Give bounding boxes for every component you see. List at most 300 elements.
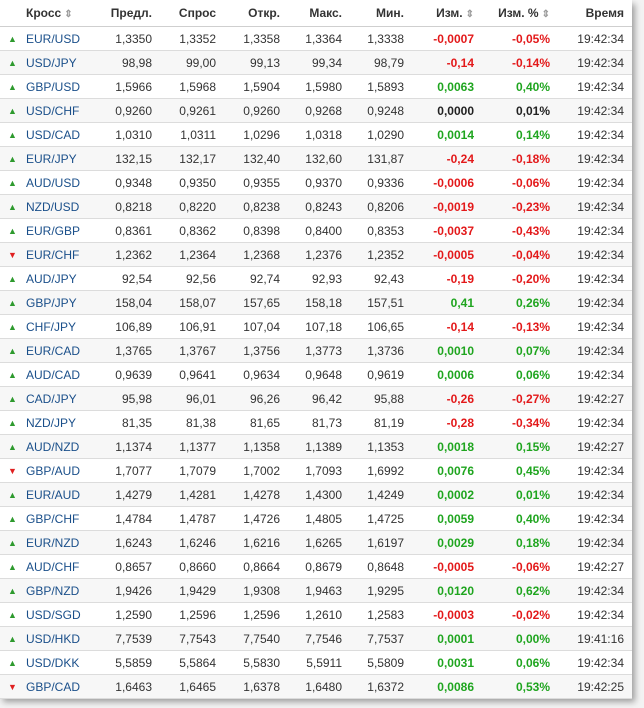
cross-cell xyxy=(0,363,96,387)
bid-cell: 0,9639 xyxy=(96,363,160,387)
bid-cell: 0,8218 xyxy=(96,195,160,219)
bid-cell: 1,7077 xyxy=(96,459,160,483)
header-ask[interactable]: Спрос xyxy=(160,0,224,27)
pair-link[interactable]: EUR/AUD xyxy=(26,487,81,502)
low-cell: 92,43 xyxy=(350,267,412,291)
pair-link[interactable]: USD/CAD xyxy=(26,127,81,142)
ask-cell: 5,5864 xyxy=(160,651,224,675)
time-cell: 19:42:34 xyxy=(558,603,632,627)
table-row xyxy=(0,291,632,315)
bid-cell: 1,1374 xyxy=(96,435,160,459)
header-cross-label: Кросс xyxy=(26,6,62,20)
change-cell: 0,0006 xyxy=(412,363,482,387)
cross-cell xyxy=(0,531,96,555)
pair-link[interactable]: USD/DKK xyxy=(26,655,80,670)
high-cell: 1,5980 xyxy=(288,75,350,99)
open-cell: 107,04 xyxy=(224,315,288,339)
bid-cell: 98,98 xyxy=(96,51,160,75)
ask-cell: 1,2364 xyxy=(160,243,224,267)
low-cell: 1,2583 xyxy=(350,603,412,627)
pair-link[interactable]: NZD/USD xyxy=(26,199,80,214)
table-row xyxy=(0,267,632,291)
bid-cell: 1,4784 xyxy=(96,507,160,531)
ask-cell: 1,9429 xyxy=(160,579,224,603)
high-cell: 96,42 xyxy=(288,387,350,411)
low-cell: 95,88 xyxy=(350,387,412,411)
sort-arrows-icon: ⇕ xyxy=(64,9,73,20)
change-cell: -0,14 xyxy=(412,51,482,75)
ask-cell: 1,4281 xyxy=(160,483,224,507)
arrow-up-icon: ▲ xyxy=(8,58,17,69)
time-cell: 19:42:34 xyxy=(558,243,632,267)
change-percent-cell: 0,62% xyxy=(482,579,558,603)
bid-cell: 95,98 xyxy=(96,387,160,411)
change-percent-cell: -0,34% xyxy=(482,411,558,435)
pair-link[interactable]: EUR/USD xyxy=(26,31,81,46)
change-percent-cell: 0,06% xyxy=(482,651,558,675)
ask-cell: 0,8362 xyxy=(160,219,224,243)
ask-cell: 1,7079 xyxy=(160,459,224,483)
time-cell: 19:42:34 xyxy=(558,459,632,483)
change-cell: 0,0086 xyxy=(412,675,482,699)
low-cell: 1,6992 xyxy=(350,459,412,483)
ask-cell: 1,1377 xyxy=(160,435,224,459)
pair-link[interactable]: EUR/JPY xyxy=(26,151,77,166)
ask-cell: 158,07 xyxy=(160,291,224,315)
cross-cell xyxy=(0,651,96,675)
high-cell: 132,60 xyxy=(288,147,350,171)
time-cell: 19:42:34 xyxy=(558,531,632,555)
ask-cell: 0,9350 xyxy=(160,171,224,195)
bid-cell: 1,2362 xyxy=(96,243,160,267)
pair-link[interactable]: EUR/NZD xyxy=(26,535,80,550)
pair-link[interactable]: USD/HKD xyxy=(26,631,81,646)
change-percent-cell: 0,53% xyxy=(482,675,558,699)
high-cell: 1,4805 xyxy=(288,507,350,531)
header-time[interactable]: Время xyxy=(558,0,632,27)
ask-cell: 106,91 xyxy=(160,315,224,339)
ask-cell: 1,6465 xyxy=(160,675,224,699)
low-cell: 0,9619 xyxy=(350,363,412,387)
change-cell: 0,0014 xyxy=(412,123,482,147)
arrow-up-icon: ▲ xyxy=(8,82,17,93)
cross-cell xyxy=(0,387,96,411)
time-cell: 19:42:34 xyxy=(558,579,632,603)
open-cell: 81,65 xyxy=(224,411,288,435)
change-cell: 0,0010 xyxy=(412,339,482,363)
high-cell: 107,18 xyxy=(288,315,350,339)
pair-link[interactable]: CAD/JPY xyxy=(26,391,77,406)
ask-cell: 1,4787 xyxy=(160,507,224,531)
change-percent-cell: 0,15% xyxy=(482,435,558,459)
change-percent-cell: 0,45% xyxy=(482,459,558,483)
header-chg[interactable] xyxy=(412,0,482,27)
arrow-up-icon: ▲ xyxy=(8,394,17,405)
pair-link[interactable]: GBP/JPY xyxy=(26,295,77,310)
table-row xyxy=(0,171,632,195)
cross-cell xyxy=(0,75,96,99)
pair-link[interactable]: USD/JPY xyxy=(26,55,77,70)
table-row xyxy=(0,531,632,555)
cross-cell xyxy=(0,411,96,435)
time-cell: 19:42:25 xyxy=(558,675,632,699)
change-cell: 0,0000 xyxy=(412,99,482,123)
open-cell: 1,2596 xyxy=(224,603,288,627)
low-cell: 131,87 xyxy=(350,147,412,171)
change-cell: 0,41 xyxy=(412,291,482,315)
cross-cell xyxy=(0,603,96,627)
cross-cell xyxy=(0,219,96,243)
change-percent-cell: 0,06% xyxy=(482,363,558,387)
pair-link[interactable]: GBP/CHF xyxy=(26,511,80,526)
high-cell: 1,2610 xyxy=(288,603,350,627)
arrow-up-icon: ▲ xyxy=(8,154,17,165)
change-percent-cell: -0,18% xyxy=(482,147,558,171)
table-row xyxy=(0,507,632,531)
time-cell: 19:42:27 xyxy=(558,387,632,411)
cross-cell xyxy=(0,123,96,147)
bid-cell: 1,6243 xyxy=(96,531,160,555)
open-cell: 0,9355 xyxy=(224,171,288,195)
arrow-up-icon: ▲ xyxy=(8,586,17,597)
arrow-up-icon: ▲ xyxy=(8,538,17,549)
time-cell: 19:42:27 xyxy=(558,555,632,579)
time-cell: 19:42:34 xyxy=(558,411,632,435)
change-percent-cell: -0,43% xyxy=(482,219,558,243)
change-cell: -0,28 xyxy=(412,411,482,435)
bid-cell: 1,3350 xyxy=(96,27,160,51)
high-cell: 1,0318 xyxy=(288,123,350,147)
open-cell: 0,8664 xyxy=(224,555,288,579)
change-percent-cell: 0,40% xyxy=(482,507,558,531)
time-cell: 19:42:34 xyxy=(558,195,632,219)
table-row xyxy=(0,675,632,699)
ask-cell: 1,5968 xyxy=(160,75,224,99)
change-cell: -0,0003 xyxy=(412,603,482,627)
cross-cell xyxy=(0,315,96,339)
change-percent-cell: 0,07% xyxy=(482,339,558,363)
low-cell: 1,0290 xyxy=(350,123,412,147)
cross-cell xyxy=(0,483,96,507)
low-cell: 106,65 xyxy=(350,315,412,339)
change-percent-cell: -0,02% xyxy=(482,603,558,627)
low-cell: 0,9336 xyxy=(350,171,412,195)
change-cell: -0,19 xyxy=(412,267,482,291)
high-cell: 1,9463 xyxy=(288,579,350,603)
open-cell: 1,4278 xyxy=(224,483,288,507)
change-cell: -0,0007 xyxy=(412,27,482,51)
cross-cell xyxy=(0,171,96,195)
ask-cell: 0,9641 xyxy=(160,363,224,387)
change-percent-cell: -0,27% xyxy=(482,387,558,411)
table-row xyxy=(0,27,632,51)
cross-cell xyxy=(0,147,96,171)
bid-cell: 7,7539 xyxy=(96,627,160,651)
ask-cell: 96,01 xyxy=(160,387,224,411)
change-percent-cell: -0,06% xyxy=(482,555,558,579)
header-high[interactable]: Макс. xyxy=(288,0,350,27)
pair-link[interactable]: GBP/USD xyxy=(26,79,81,94)
ask-cell: 1,3767 xyxy=(160,339,224,363)
high-cell: 0,8679 xyxy=(288,555,350,579)
cross-cell xyxy=(0,459,96,483)
arrow-up-icon: ▲ xyxy=(8,562,17,573)
table-row xyxy=(0,411,632,435)
change-cell: -0,26 xyxy=(412,387,482,411)
table-row xyxy=(0,147,632,171)
arrow-up-icon: ▲ xyxy=(8,514,17,525)
pair-link[interactable]: EUR/CAD xyxy=(26,343,81,358)
pair-link[interactable]: CHF/JPY xyxy=(26,319,77,334)
open-cell: 1,1358 xyxy=(224,435,288,459)
open-cell: 0,8238 xyxy=(224,195,288,219)
cross-cell xyxy=(0,267,96,291)
pair-link[interactable]: AUD/JPY xyxy=(26,271,77,286)
bid-cell: 1,2590 xyxy=(96,603,160,627)
open-cell: 1,0296 xyxy=(224,123,288,147)
high-cell: 1,1389 xyxy=(288,435,350,459)
open-cell: 157,65 xyxy=(224,291,288,315)
high-cell: 0,9370 xyxy=(288,171,350,195)
table-row xyxy=(0,483,632,507)
low-cell: 1,6197 xyxy=(350,531,412,555)
open-cell: 1,9308 xyxy=(224,579,288,603)
change-percent-cell: -0,05% xyxy=(482,27,558,51)
arrow-up-icon: ▲ xyxy=(8,178,17,189)
time-cell: 19:42:34 xyxy=(558,51,632,75)
pair-link[interactable]: GBP/CAD xyxy=(26,679,81,694)
table-row xyxy=(0,387,632,411)
bid-cell: 106,89 xyxy=(96,315,160,339)
low-cell: 1,6372 xyxy=(350,675,412,699)
low-cell: 81,19 xyxy=(350,411,412,435)
open-cell: 0,9260 xyxy=(224,99,288,123)
open-cell: 92,74 xyxy=(224,267,288,291)
high-cell: 1,6265 xyxy=(288,531,350,555)
pair-link[interactable]: USD/SGD xyxy=(26,607,81,622)
low-cell: 0,9248 xyxy=(350,99,412,123)
bid-cell: 1,3765 xyxy=(96,339,160,363)
bid-cell: 1,0310 xyxy=(96,123,160,147)
low-cell: 5,5809 xyxy=(350,651,412,675)
ask-cell: 99,00 xyxy=(160,51,224,75)
change-percent-cell: -0,13% xyxy=(482,315,558,339)
low-cell: 0,8648 xyxy=(350,555,412,579)
high-cell: 0,8400 xyxy=(288,219,350,243)
header-open[interactable]: Откр. xyxy=(224,0,288,27)
high-cell: 99,34 xyxy=(288,51,350,75)
arrow-up-icon: ▲ xyxy=(8,130,17,141)
header-low[interactable]: Мин. xyxy=(350,0,412,27)
low-cell: 1,3338 xyxy=(350,27,412,51)
change-percent-cell: 0,14% xyxy=(482,123,558,147)
low-cell: 1,4249 xyxy=(350,483,412,507)
pair-link[interactable]: EUR/GBP xyxy=(26,223,81,238)
high-cell: 0,9268 xyxy=(288,99,350,123)
ask-cell: 1,3352 xyxy=(160,27,224,51)
bid-cell: 1,5966 xyxy=(96,75,160,99)
bid-cell: 1,4279 xyxy=(96,483,160,507)
change-percent-cell: -0,04% xyxy=(482,243,558,267)
table-row xyxy=(0,99,632,123)
bid-cell: 0,8657 xyxy=(96,555,160,579)
table-row xyxy=(0,555,632,579)
change-cell: 0,0076 xyxy=(412,459,482,483)
change-cell: 0,0018 xyxy=(412,435,482,459)
change-percent-cell: 0,18% xyxy=(482,531,558,555)
open-cell: 132,40 xyxy=(224,147,288,171)
arrow-up-icon: ▲ xyxy=(8,442,17,453)
pair-link[interactable]: AUD/CHF xyxy=(26,559,80,574)
bid-cell: 5,5859 xyxy=(96,651,160,675)
ask-cell: 1,6246 xyxy=(160,531,224,555)
arrow-up-icon: ▲ xyxy=(8,106,17,117)
pair-link[interactable]: EUR/CHF xyxy=(26,247,80,262)
time-cell: 19:42:34 xyxy=(558,267,632,291)
table-header-row xyxy=(0,0,632,27)
time-cell: 19:42:34 xyxy=(558,99,632,123)
high-cell: 1,7093 xyxy=(288,459,350,483)
time-cell: 19:42:34 xyxy=(558,171,632,195)
cross-cell xyxy=(0,507,96,531)
change-percent-cell: 0,00% xyxy=(482,627,558,651)
low-cell: 1,4725 xyxy=(350,507,412,531)
change-cell: 0,0029 xyxy=(412,531,482,555)
high-cell: 7,7546 xyxy=(288,627,350,651)
bid-cell: 81,35 xyxy=(96,411,160,435)
pair-link[interactable]: GBP/AUD xyxy=(26,463,81,478)
change-cell: 0,0063 xyxy=(412,75,482,99)
arrow-up-icon: ▲ xyxy=(8,298,17,309)
pair-link[interactable]: USD/CHF xyxy=(26,103,80,118)
ask-cell: 1,0311 xyxy=(160,123,224,147)
high-cell: 0,8243 xyxy=(288,195,350,219)
bid-cell: 92,54 xyxy=(96,267,160,291)
ask-cell: 0,9261 xyxy=(160,99,224,123)
change-cell: -0,0019 xyxy=(412,195,482,219)
open-cell: 1,6216 xyxy=(224,531,288,555)
cross-cell xyxy=(0,99,96,123)
bid-cell: 1,9426 xyxy=(96,579,160,603)
high-cell: 81,73 xyxy=(288,411,350,435)
arrow-down-icon: ▼ xyxy=(8,466,17,477)
change-percent-cell: 0,01% xyxy=(482,483,558,507)
table-row xyxy=(0,435,632,459)
header-chg-pct[interactable] xyxy=(482,0,558,27)
change-cell: -0,0005 xyxy=(412,555,482,579)
time-cell: 19:42:34 xyxy=(558,483,632,507)
table-row xyxy=(0,315,632,339)
bid-cell: 158,04 xyxy=(96,291,160,315)
change-percent-cell: -0,14% xyxy=(482,51,558,75)
sort-arrows-icon: ⇕ xyxy=(465,9,474,20)
open-cell: 96,26 xyxy=(224,387,288,411)
cross-cell xyxy=(0,579,96,603)
pair-link[interactable]: AUD/CAD xyxy=(26,367,81,382)
change-cell: 0,0001 xyxy=(412,627,482,651)
change-percent-cell: -0,06% xyxy=(482,171,558,195)
sort-arrows-icon: ⇕ xyxy=(541,9,550,20)
cross-cell xyxy=(0,243,96,267)
open-cell: 1,2368 xyxy=(224,243,288,267)
time-cell: 19:42:34 xyxy=(558,363,632,387)
pair-link[interactable]: AUD/USD xyxy=(26,175,81,190)
change-cell: -0,24 xyxy=(412,147,482,171)
arrow-up-icon: ▲ xyxy=(8,274,17,285)
header-chg-label: Изм. xyxy=(436,6,463,20)
pair-link[interactable]: NZD/JPY xyxy=(26,415,77,430)
low-cell: 1,2352 xyxy=(350,243,412,267)
arrow-up-icon: ▲ xyxy=(8,34,17,45)
time-cell: 19:42:34 xyxy=(558,291,632,315)
pair-link[interactable]: AUD/NZD xyxy=(26,439,80,454)
time-cell: 19:42:34 xyxy=(558,123,632,147)
time-cell: 19:42:34 xyxy=(558,507,632,531)
change-cell: -0,14 xyxy=(412,315,482,339)
bid-cell: 0,9260 xyxy=(96,99,160,123)
table-row xyxy=(0,627,632,651)
table-row xyxy=(0,195,632,219)
open-cell: 1,6378 xyxy=(224,675,288,699)
time-cell: 19:42:34 xyxy=(558,75,632,99)
arrow-up-icon: ▲ xyxy=(8,322,17,333)
low-cell: 157,51 xyxy=(350,291,412,315)
bid-cell: 1,6463 xyxy=(96,675,160,699)
time-cell: 19:42:34 xyxy=(558,147,632,171)
open-cell: 1,3756 xyxy=(224,339,288,363)
header-cross[interactable] xyxy=(0,0,96,27)
high-cell: 1,3773 xyxy=(288,339,350,363)
time-cell: 19:42:34 xyxy=(558,339,632,363)
open-cell: 0,9634 xyxy=(224,363,288,387)
arrow-down-icon: ▼ xyxy=(8,682,17,693)
cross-cell xyxy=(0,51,96,75)
arrow-up-icon: ▲ xyxy=(8,418,17,429)
change-percent-cell: -0,23% xyxy=(482,195,558,219)
arrow-up-icon: ▲ xyxy=(8,634,17,645)
table-row xyxy=(0,603,632,627)
header-bid[interactable]: Предл. xyxy=(96,0,160,27)
open-cell: 7,7540 xyxy=(224,627,288,651)
table-row xyxy=(0,243,632,267)
open-cell: 1,5904 xyxy=(224,75,288,99)
time-cell: 19:42:34 xyxy=(558,219,632,243)
cross-cell xyxy=(0,291,96,315)
change-percent-cell: -0,20% xyxy=(482,267,558,291)
table-row xyxy=(0,339,632,363)
low-cell: 0,8353 xyxy=(350,219,412,243)
time-cell: 19:42:34 xyxy=(558,315,632,339)
high-cell: 92,93 xyxy=(288,267,350,291)
table-row xyxy=(0,123,632,147)
low-cell: 1,9295 xyxy=(350,579,412,603)
low-cell: 1,1353 xyxy=(350,435,412,459)
cross-cell xyxy=(0,339,96,363)
change-cell: -0,0037 xyxy=(412,219,482,243)
arrow-up-icon: ▲ xyxy=(8,490,17,501)
open-cell: 0,8398 xyxy=(224,219,288,243)
cross-cell xyxy=(0,627,96,651)
cross-cell xyxy=(0,675,96,699)
arrow-up-icon: ▲ xyxy=(8,370,17,381)
pair-link[interactable]: GBP/NZD xyxy=(26,583,80,598)
time-cell: 19:42:27 xyxy=(558,435,632,459)
ask-cell: 81,38 xyxy=(160,411,224,435)
high-cell: 1,6480 xyxy=(288,675,350,699)
arrow-up-icon: ▲ xyxy=(8,658,17,669)
change-cell: -0,0006 xyxy=(412,171,482,195)
table-row xyxy=(0,459,632,483)
